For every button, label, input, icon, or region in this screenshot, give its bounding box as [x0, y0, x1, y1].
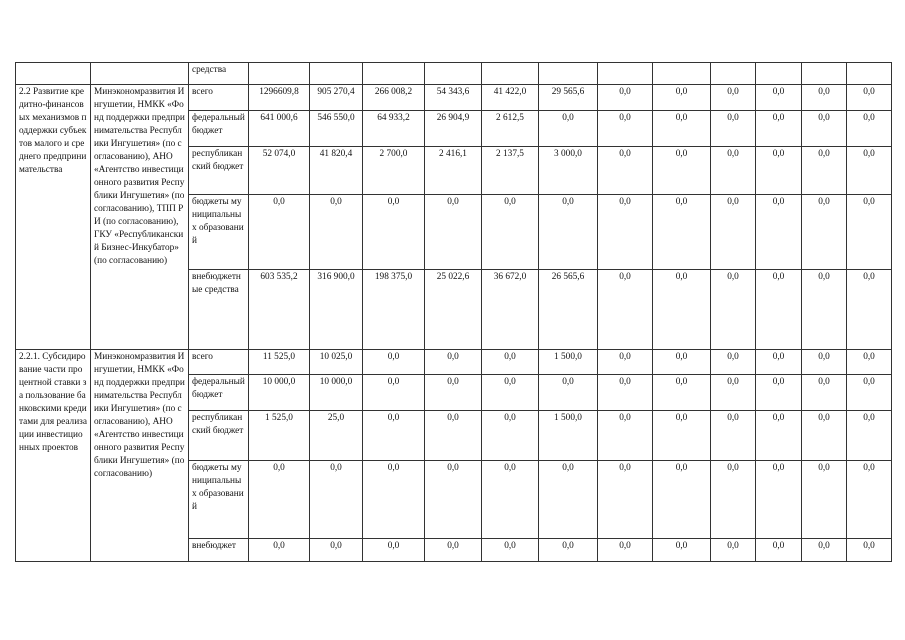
funding-source-cell: внебюджет [189, 539, 249, 562]
value-cell: 0,0 [539, 195, 598, 270]
value-cell: 29 565,6 [539, 85, 598, 111]
funding-source-cell: республиканский бюджет [189, 411, 249, 461]
value-cell: 10 025,0 [310, 350, 363, 375]
value-cell: 1296609,8 [249, 85, 310, 111]
value-cell: 0,0 [711, 195, 756, 270]
value-cell [847, 63, 892, 85]
value-cell [711, 63, 756, 85]
funding-source-cell: бюджеты муниципальных образований [189, 195, 249, 270]
value-cell: 0,0 [482, 350, 539, 375]
row-label-cell: 2.2.1. Субсидирование части процентной ставки за пользование банковскими кредитами для реализации инвестиционных проектов [16, 350, 91, 562]
value-cell: 0,0 [756, 375, 802, 411]
value-cell [653, 63, 711, 85]
value-cell: 0,0 [802, 375, 847, 411]
value-cell: 0,0 [847, 539, 892, 562]
value-cell: 2 137,5 [482, 147, 539, 195]
value-cell: 0,0 [653, 375, 711, 411]
funding-source-cell: республиканский бюджет [189, 147, 249, 195]
value-cell: 0,0 [711, 411, 756, 461]
row-label-cell: 2.2 Развитие кредитно-финансовых механизмов поддержки субъектов малого и среднего предпринимательства [16, 85, 91, 350]
executor-cell [91, 63, 189, 85]
value-cell: 0,0 [482, 195, 539, 270]
value-cell: 41 820,4 [310, 147, 363, 195]
budget-table-body [16, 63, 892, 562]
value-cell: 25 022,6 [425, 270, 482, 350]
table-row [16, 63, 892, 85]
funding-source-cell: внебюджетные средства [189, 270, 249, 350]
value-cell: 10 000,0 [310, 375, 363, 411]
value-cell [363, 63, 425, 85]
value-cell: 26 565,6 [539, 270, 598, 350]
value-cell: 266 008,2 [363, 85, 425, 111]
value-cell: 0,0 [847, 195, 892, 270]
value-cell: 0,0 [847, 85, 892, 111]
value-cell: 41 422,0 [482, 85, 539, 111]
value-cell: 0,0 [653, 461, 711, 539]
value-cell: 0,0 [539, 539, 598, 562]
value-cell: 0,0 [711, 270, 756, 350]
value-cell: 0,0 [711, 350, 756, 375]
value-cell: 10 000,0 [249, 375, 310, 411]
value-cell: 0,0 [482, 375, 539, 411]
value-cell: 0,0 [756, 539, 802, 562]
value-cell: 0,0 [363, 411, 425, 461]
value-cell: 0,0 [598, 539, 653, 562]
value-cell: 0,0 [802, 461, 847, 539]
value-cell: 0,0 [249, 195, 310, 270]
value-cell: 0,0 [653, 270, 711, 350]
row-label-cell [16, 63, 91, 85]
value-cell: 0,0 [249, 539, 310, 562]
value-cell [482, 63, 539, 85]
value-cell: 0,0 [653, 350, 711, 375]
funding-source-cell: всего [189, 350, 249, 375]
value-cell: 0,0 [482, 411, 539, 461]
value-cell: 603 535,2 [249, 270, 310, 350]
value-cell: 64 933,2 [363, 111, 425, 147]
value-cell: 0,0 [847, 147, 892, 195]
value-cell: 198 375,0 [363, 270, 425, 350]
value-cell: 0,0 [711, 461, 756, 539]
value-cell: 0,0 [653, 147, 711, 195]
value-cell: 0,0 [653, 85, 711, 111]
value-cell: 0,0 [802, 411, 847, 461]
value-cell: 0,0 [653, 539, 711, 562]
value-cell: 0,0 [802, 350, 847, 375]
value-cell: 0,0 [363, 195, 425, 270]
value-cell: 0,0 [425, 461, 482, 539]
value-cell: 0,0 [598, 147, 653, 195]
value-cell [249, 63, 310, 85]
value-cell: 0,0 [711, 539, 756, 562]
value-cell: 0,0 [756, 461, 802, 539]
value-cell: 0,0 [598, 375, 653, 411]
value-cell: 0,0 [847, 270, 892, 350]
budget-table [15, 62, 892, 562]
value-cell: 0,0 [711, 375, 756, 411]
value-cell: 0,0 [598, 111, 653, 147]
value-cell: 0,0 [756, 270, 802, 350]
value-cell: 316 900,0 [310, 270, 363, 350]
value-cell: 905 270,4 [310, 85, 363, 111]
value-cell: 0,0 [598, 350, 653, 375]
value-cell: 0,0 [653, 111, 711, 147]
value-cell: 0,0 [847, 350, 892, 375]
value-cell: 0,0 [756, 350, 802, 375]
value-cell: 0,0 [363, 350, 425, 375]
value-cell: 0,0 [425, 350, 482, 375]
value-cell: 0,0 [310, 539, 363, 562]
value-cell: 0,0 [425, 539, 482, 562]
value-cell: 0,0 [711, 85, 756, 111]
value-cell: 54 343,6 [425, 85, 482, 111]
value-cell: 0,0 [539, 111, 598, 147]
value-cell: 26 904,9 [425, 111, 482, 147]
funding-source-cell: всего [189, 85, 249, 111]
value-cell: 0,0 [847, 111, 892, 147]
value-cell [539, 63, 598, 85]
value-cell: 0,0 [598, 270, 653, 350]
value-cell [802, 63, 847, 85]
value-cell [310, 63, 363, 85]
value-cell: 0,0 [363, 375, 425, 411]
table-row [16, 85, 892, 111]
executor-cell: Минэкономразвития Ингушетии, НМКК «Фонд поддержки предпринимательства Республики Ингушетия» (по согласованию), АНО «Агентство инвестиционного развития Республики Ингушетия» (по согласованию), ТПП РИ (по согласованию), ГКУ «Республиканский Бизнес-Инкубатор» (по согласованию) [91, 85, 189, 350]
value-cell: 546 550,0 [310, 111, 363, 147]
value-cell: 0,0 [756, 147, 802, 195]
value-cell: 1 500,0 [539, 411, 598, 461]
value-cell [425, 63, 482, 85]
value-cell: 0,0 [363, 539, 425, 562]
value-cell: 0,0 [598, 195, 653, 270]
value-cell: 0,0 [802, 111, 847, 147]
value-cell: 3 000,0 [539, 147, 598, 195]
value-cell: 25,0 [310, 411, 363, 461]
value-cell: 0,0 [847, 375, 892, 411]
value-cell: 0,0 [847, 461, 892, 539]
value-cell: 0,0 [802, 195, 847, 270]
value-cell: 0,0 [756, 111, 802, 147]
value-cell: 2 416,1 [425, 147, 482, 195]
value-cell: 0,0 [249, 461, 310, 539]
value-cell: 0,0 [802, 147, 847, 195]
value-cell: 0,0 [802, 85, 847, 111]
value-cell: 1 500,0 [539, 350, 598, 375]
value-cell: 0,0 [539, 375, 598, 411]
value-cell: 0,0 [802, 270, 847, 350]
value-cell: 0,0 [711, 147, 756, 195]
funding-source-cell: федеральный бюджет [189, 375, 249, 411]
value-cell: 0,0 [711, 111, 756, 147]
value-cell: 0,0 [425, 375, 482, 411]
value-cell: 0,0 [756, 195, 802, 270]
value-cell: 0,0 [653, 411, 711, 461]
value-cell: 11 525,0 [249, 350, 310, 375]
value-cell: 2 700,0 [363, 147, 425, 195]
value-cell: 0,0 [653, 195, 711, 270]
executor-cell: Минэкономразвития Ингушетии, НМКК «Фонд поддержки предпринимательства Республики Ингушетия» (по согласованию), АНО «Агентство инвестиционного развития Республики Ингушетия» (по согласованию) [91, 350, 189, 562]
value-cell: 0,0 [482, 461, 539, 539]
value-cell: 0,0 [482, 539, 539, 562]
value-cell: 0,0 [756, 411, 802, 461]
value-cell: 0,0 [802, 539, 847, 562]
funding-source-cell: федеральный бюджет [189, 111, 249, 147]
value-cell: 36 672,0 [482, 270, 539, 350]
value-cell: 2 612,5 [482, 111, 539, 147]
value-cell: 0,0 [539, 461, 598, 539]
value-cell: 52 074,0 [249, 147, 310, 195]
value-cell: 0,0 [598, 411, 653, 461]
value-cell: 0,0 [425, 195, 482, 270]
value-cell: 641 000,6 [249, 111, 310, 147]
funding-source-cell: бюджеты муниципальных образований [189, 461, 249, 539]
value-cell: 0,0 [310, 195, 363, 270]
value-cell: 1 525,0 [249, 411, 310, 461]
funding-source-cell: средства [189, 63, 249, 85]
value-cell: 0,0 [598, 461, 653, 539]
value-cell: 0,0 [363, 461, 425, 539]
value-cell [598, 63, 653, 85]
value-cell: 0,0 [425, 411, 482, 461]
value-cell: 0,0 [847, 411, 892, 461]
value-cell: 0,0 [598, 85, 653, 111]
value-cell [756, 63, 802, 85]
value-cell: 0,0 [756, 85, 802, 111]
value-cell: 0,0 [310, 461, 363, 539]
table-row [16, 350, 892, 375]
